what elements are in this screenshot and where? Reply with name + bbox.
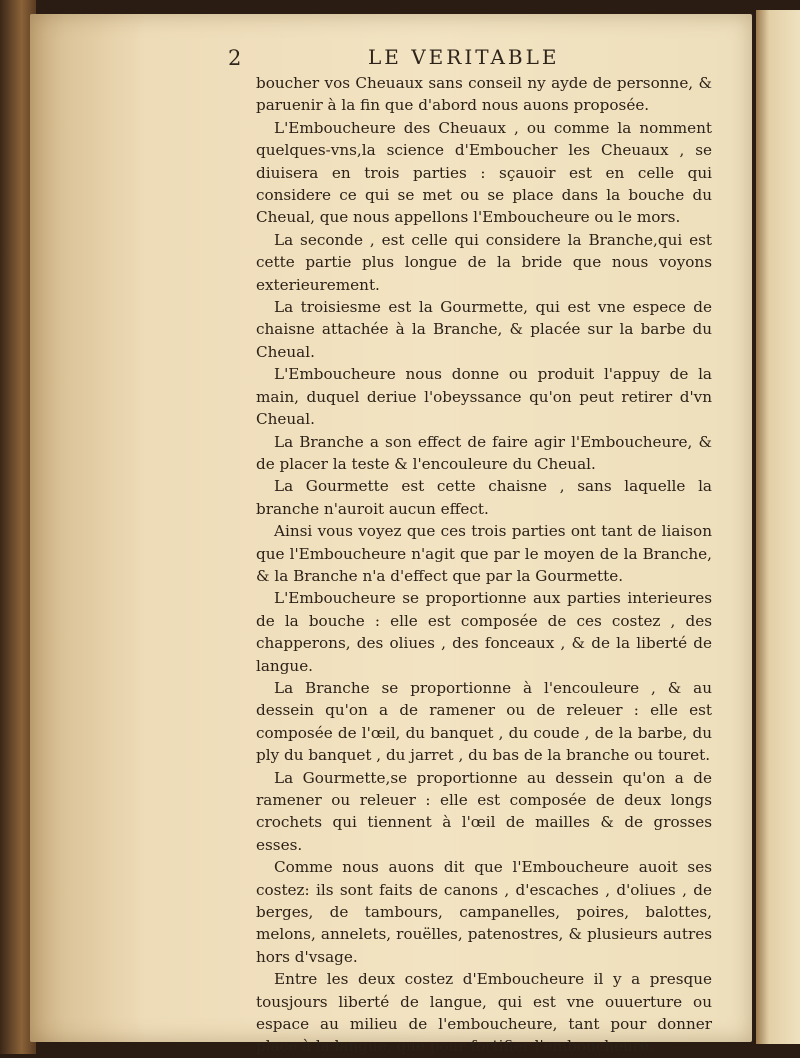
- paragraph: Ainsi vous voyez que ces trois parties ont tant de liaison que l'Emboucheure n'agit que par le moyen de la Branche, & la Branche n'a d'effect que par la Gourmette.: [256, 522, 712, 585]
- paragraph: L'Emboucheure se proportionne aux parties interieures de la bouche : elle est composée de ces costez , des chapperons, des oliues , des fonceaux , & de la liberté de langue.: [256, 589, 712, 675]
- paragraph: boucher vos Cheuaux sans conseil ny ayde de personne, & paruenir à la fin que d'abord nous auons proposée.: [256, 74, 712, 115]
- paragraph: L'Emboucheure nous donne ou produit l'appuy de la main, duquel deriue l'obeyssance qu'on peut retirer d'vn Cheual.: [256, 365, 712, 429]
- running-head: LE VERITABLE: [368, 45, 560, 69]
- paragraph: La Gourmette,se proportionne au dessein qu'on a de ramener ou releuer : elle est composée de deux longs crochets qui tiennent à l'œil de mailles & de grosses esses.: [256, 768, 712, 854]
- paragraph: La troisiesme est la Gourmette, qui est vne espece de chaisne attachée à la Branche, & placée sur la barbe du Cheual.: [256, 298, 712, 361]
- page-text: [256, 72, 712, 1058]
- paragraph: La seconde , est celle qui considere la Branche,qui est cette partie plus longue de la bride que nous voyons exterieurement.: [256, 230, 712, 294]
- paragraph: La Branche a son effect de faire agir l'Emboucheure, & de placer la teste & l'encouleure du Cheual.: [256, 432, 712, 473]
- page-number: 2: [228, 46, 242, 70]
- paragraph: L'Emboucheure des Cheuaux , ou comme la nomment quelques-vns,la science d'Emboucher les Cheuaux , se diuisera en trois parties : sçauoir est en celle qui considere ce qui se met ou se place dans la bouche du Cheual, que nous appellons l'Emboucheure ou le mors.: [256, 118, 712, 227]
- facing-page-edge: [756, 10, 800, 1044]
- paragraph: Comme nous auons dit que l'Emboucheure auoit ses costez: ils sont faits de canons , d'escaches , d'oliues , de berges, de tambours, campanelles, poires, balottes, melons, annelets, rouëlles, patenostres, & plusieurs autres hors d'vsage.: [256, 858, 712, 966]
- paragraph: La Gourmette est cette chaisne , sans laquelle la branche n'auroit aucun effect.: [256, 477, 712, 518]
- paragraph: La Branche se proportionne à l'encouleure , & au dessein qu'on a de ramener ou de releuer : elle est composée de l'œil, du banquet , du coude , de la barbe, du ply du banquet , du jarret , du bas de la branche ou touret.: [256, 678, 712, 765]
- paragraph: Entre les deux costez d'Emboucheure il y a presque tousjours liberté de langue, qui est vne ouuerture ou espace au milieu de l'emboucheure, tant pour donner place à la langue, que pour fortifier l'emboucheure.: [256, 970, 712, 1056]
